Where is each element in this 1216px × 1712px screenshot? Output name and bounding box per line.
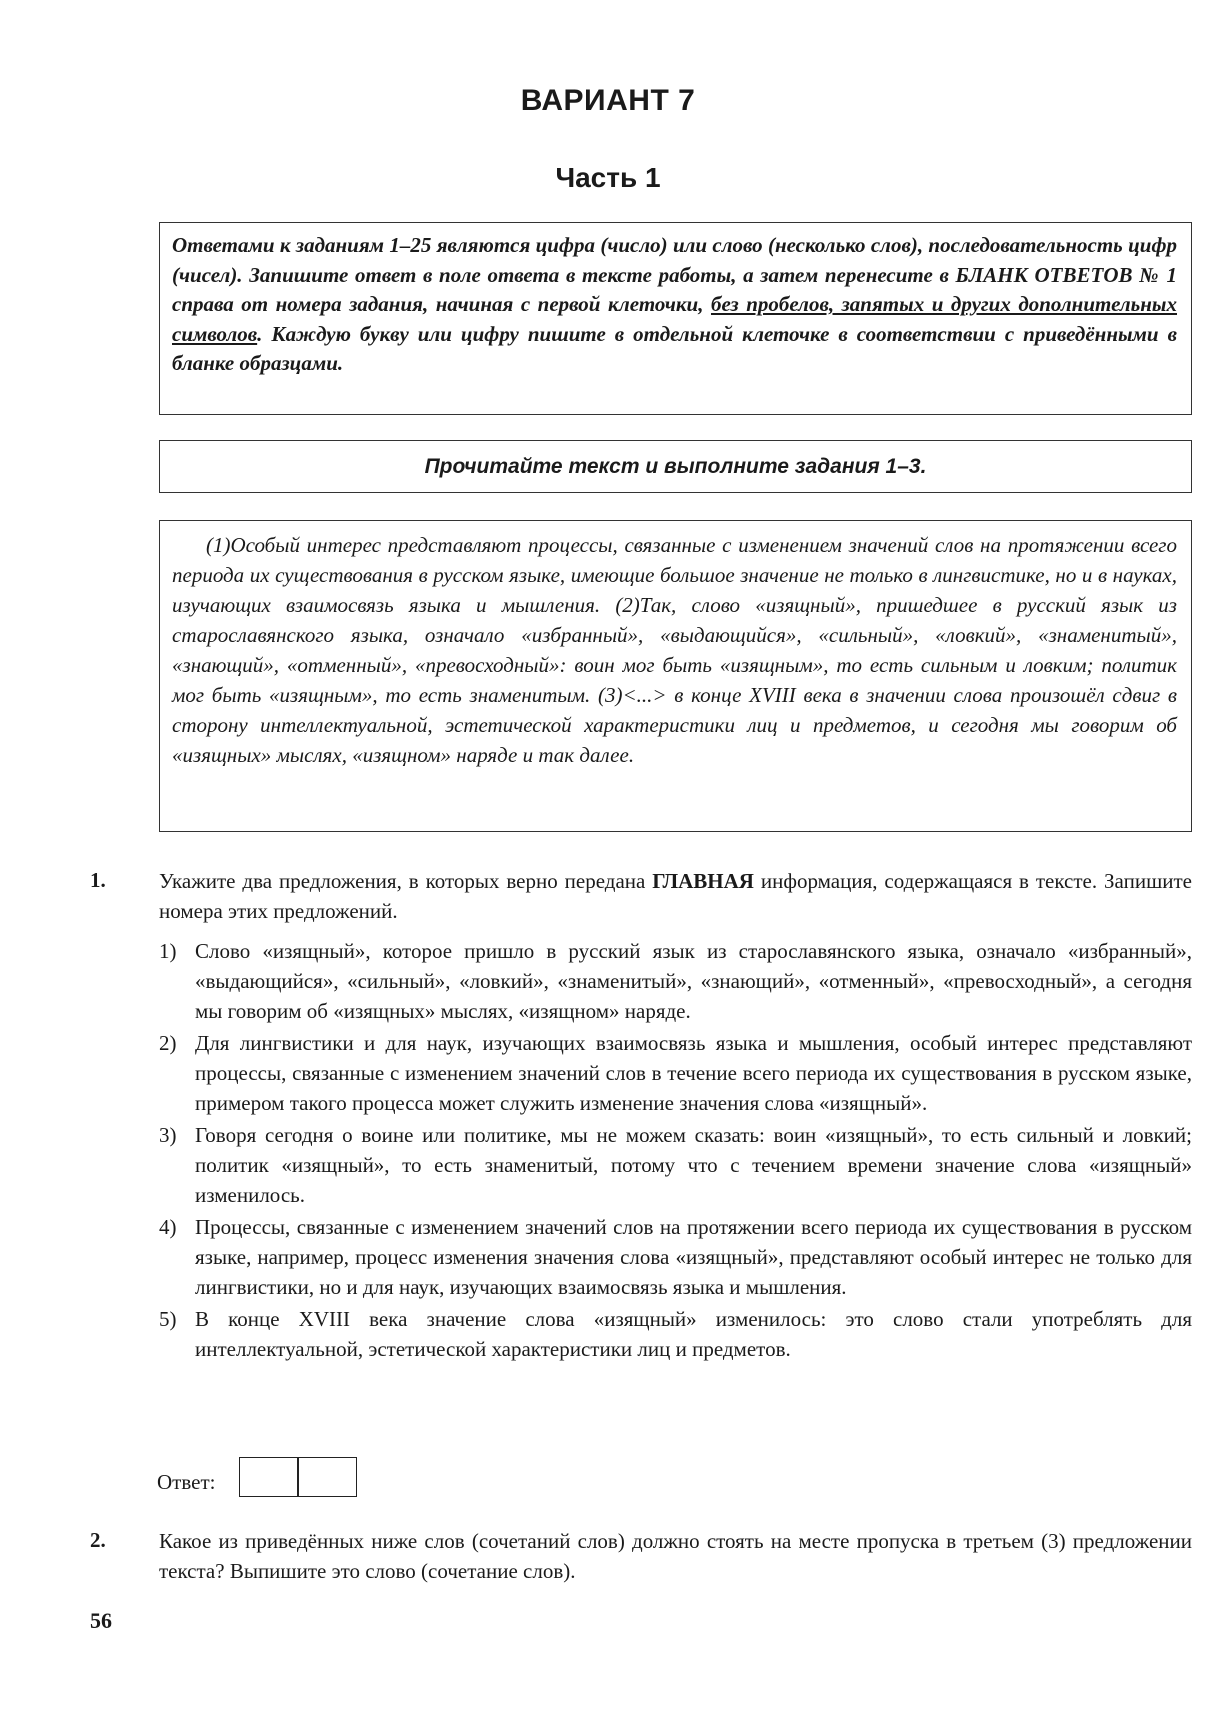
answer-cell[interactable] [297, 1457, 357, 1497]
instructions-underlined: без пробелов, запятых и других дополнительных символов [172, 292, 1177, 346]
option-4 [159, 1212, 1192, 1302]
option-text: В конце XVIII века значение слова «изящный» изменилось: это слово стали употреблять для интеллектуальной, эстетической характеристики лиц и предметов. [195, 1307, 1192, 1361]
task1-question-start: Укажите два предложения, в которых верно передана [159, 869, 653, 893]
passage-text: (1)Особый интерес представляют процессы, связанные с изменением значений слов на протяжении всего периода их существования в русском языке, имеющие большое значение не только в лингвистике, но и в науках, изучающих взаимосвязь языка и мышления. (2)Так, слово «изящный», пришедшее в русский язык из старославянского языка, означало «избранный», «выдающийся», «сильный», «ловкий», «знаменитый», «знающий», «отменный», «превосходный»: воин мог быть «изящным», то есть сильным и ловким; политик мог быть «изящным», то есть знаменитым. (3)<...> в конце XVIII века в значении слова произошёл сдвиг в сторону интеллектуальной, эстетической характеристики лиц и предметов, и сегодня мы говорим об «изящных» мыслях, «изящном» наряде и так далее. [172, 533, 1177, 767]
option-number: 4) [159, 1215, 177, 1239]
option-text: Говоря сегодня о воине или политике, мы не можем сказать: воин «изящный», то есть сильный и ловкий; политик «изящный», то есть знаменитый, потому что с течением времени значение слова «изящный» изменилось. [195, 1123, 1192, 1207]
instructions-text-end: . Каждую букву или цифру пишите в отдельной клеточке в соответствии с приведёнными в бланке образцами. [172, 321, 1177, 375]
instructions-box [159, 222, 1192, 415]
option-number: 3) [159, 1123, 177, 1147]
option-text: Для лингвистики и для наук, изучающих взаимосвязь языка и мышления, особый интерес представляют процессы, связанные с изменением значений слов в течение всего периода их существования в русском языке, примером такого процесса может служить изменение значения слова «изящный». [195, 1031, 1192, 1115]
task1-question-bold: ГЛАВНАЯ [652, 869, 754, 893]
task2-number: 2. [90, 1528, 106, 1552]
task1-number: 1. [90, 868, 106, 892]
task1-question-end: информация, содержащаяся в тексте. Запишите номера этих предложений. [159, 869, 1192, 923]
part-title: Часть 1 [555, 162, 661, 193]
option-text: Слово «изящный», которое пришло в русский язык из старославянского языка, означало «избранный», «выдающийся», «сильный», «ловкий», «знаменитый», «знающий», «отменный», «превосходный», а сегодня мы говорим об «изящных» мыслях, «изящном» наряде. [195, 939, 1192, 1023]
task2-question: Какое из приведённых ниже слов (сочетаний слов) должно стоять на месте пропуска в третьем (3) предложении текста? Выпишите это слово (сочетание слов). [159, 1529, 1192, 1583]
task1-question [159, 866, 1192, 926]
option-number: 5) [159, 1307, 177, 1331]
instructions-text [172, 231, 1177, 379]
answer-cell[interactable] [239, 1457, 299, 1497]
variant-title: ВАРИАНТ 7 [520, 84, 696, 117]
option-number: 2) [159, 1031, 177, 1055]
passage-box [159, 520, 1192, 832]
answer-label: Ответ: [157, 1470, 216, 1494]
option-number: 1) [159, 939, 177, 963]
instructions-text-start: Ответами к заданиям 1–25 являются цифра (число) или слово (несколько слов), последовательность цифр (чисел). Запишите ответ в поле ответа в тексте работы, а затем перенесите в БЛАНК ОТВЕТОВ № 1 справа от номера задания, начиная с первой клеточки, [172, 233, 1177, 316]
read-prompt-box [159, 440, 1192, 493]
answer-cells [240, 1457, 357, 1497]
task1-options [159, 936, 1192, 1366]
option-5 [159, 1304, 1192, 1364]
option-3 [159, 1120, 1192, 1210]
page-number: 56 [90, 1608, 112, 1633]
option-1 [159, 936, 1192, 1026]
read-prompt: Прочитайте текст и выполните задания 1–3. [424, 455, 927, 478]
option-text: Процессы, связанные с изменением значений слов на протяжении всего периода их существования в русском языке, например, процесс изменения значения слова «изящный», представляют особый интерес не только для лингвистики, но и для наук, изучающих взаимосвязь языка и мышления. [195, 1215, 1192, 1299]
option-2 [159, 1028, 1192, 1118]
